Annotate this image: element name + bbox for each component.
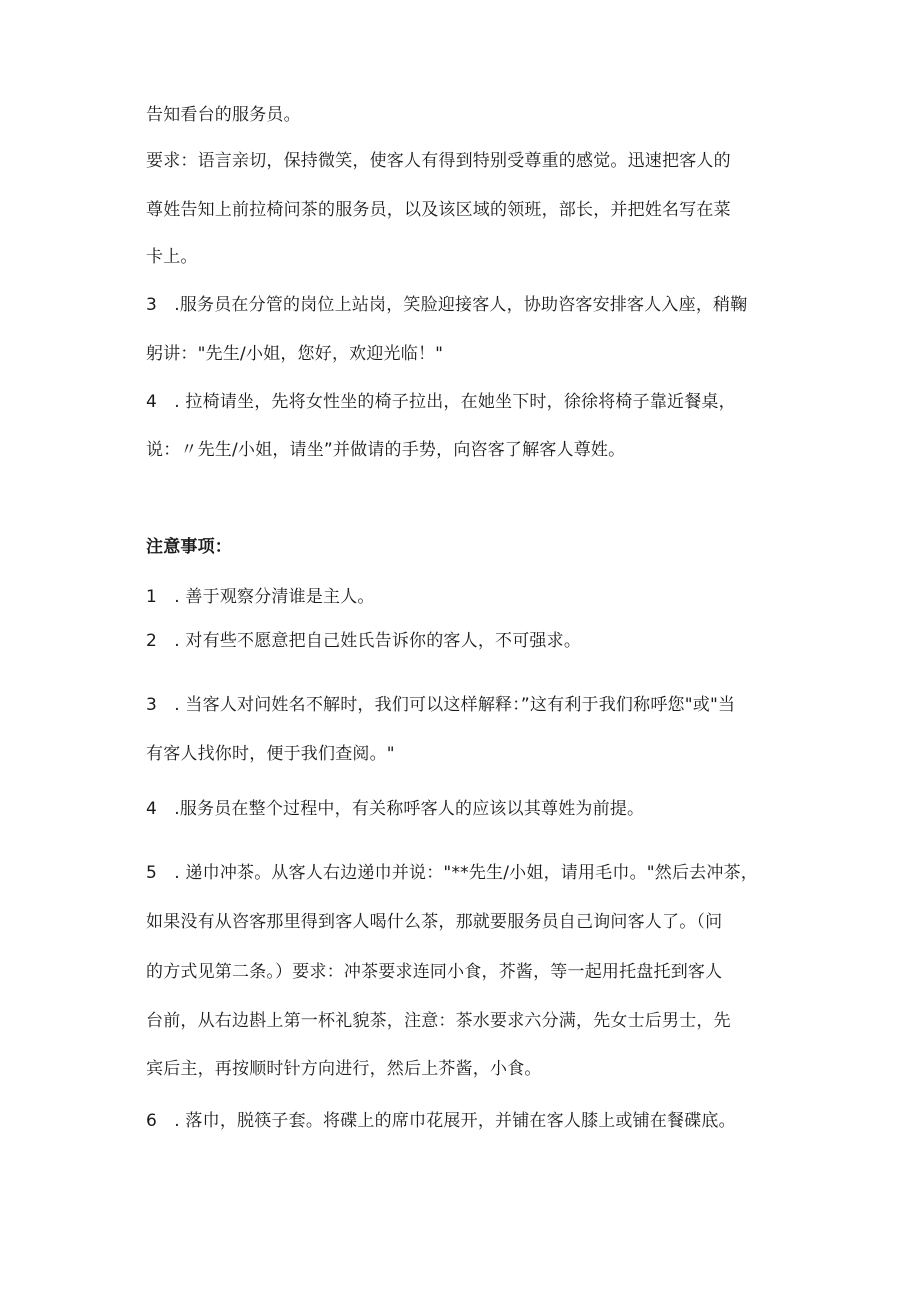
text-line: 如果没有从咨客那里得到客人喝什么茶，那就要服务员自己询问客人了。（问: [146, 912, 723, 932]
text-line: 躬讲："先生/小姐，您好，欢迎光临！": [146, 344, 444, 364]
text-line: 台前，从右边斟上第一杯礼貌茶，注意：茶水要求六分满，先女士后男士，先: [146, 1011, 731, 1031]
text-line: 3 . 当客人对问姓名不解时，我们可以这样解释：”这有利于我们称呼您"或"当: [146, 695, 736, 715]
text-line: 说：〃先生/小姐，请坐”并做请的手势，向咨客了解客人尊姓。: [146, 440, 626, 460]
text-line: 3 .服务员在分管的岗位上站岗，笑脸迎接客人，协助咨客安排客人入座，稍鞠: [146, 295, 748, 315]
text-line: 1 . 善于观察分清谁是主人。: [146, 587, 375, 607]
text-line: 宾后主，再按顺时针方向进行，然后上芥酱，小食。: [146, 1059, 542, 1079]
text-line: 4 .服务员在整个过程中，有关称呼客人的应该以其尊姓为前提。: [146, 799, 645, 819]
text-line: 卡上。: [146, 247, 198, 267]
text-line: 尊姓告知上前拉椅问茶的服务员，以及该区域的领班，部长，并把姓名写在菜: [146, 200, 731, 220]
text-line: 有客人找你时，便于我们查阅。": [146, 744, 395, 764]
text-line: 2 . 对有些不愿意把自己姓氏告诉你的客人，不可强求。: [146, 631, 582, 651]
text-line: 6 . 落巾，脱筷子套。将碟上的席巾花展开，并铺在客人膝上或铺在餐碟底。: [146, 1111, 736, 1131]
section-heading: 注意事项：: [146, 537, 232, 557]
text-line: 要求：语言亲切，保持微笑，使客人有得到特别受尊重的感觉。迅速把客人的: [146, 151, 731, 171]
text-line: 告知看台的服务员。: [146, 105, 301, 125]
text-line: 的方式见第二条。）要求：冲茶要求连同小食，芥酱，等一起用托盘托到客人: [146, 962, 723, 982]
text-line: 4 . 拉椅请坐，先将女性坐的椅子拉出，在她坐下时，徐徐将椅子靠近餐桌，: [146, 392, 736, 412]
text-line: 5 . 递巾冲茶。从客人右边递巾并说："**先生/小姐，请用毛巾。"然后去冲茶，: [146, 863, 758, 883]
